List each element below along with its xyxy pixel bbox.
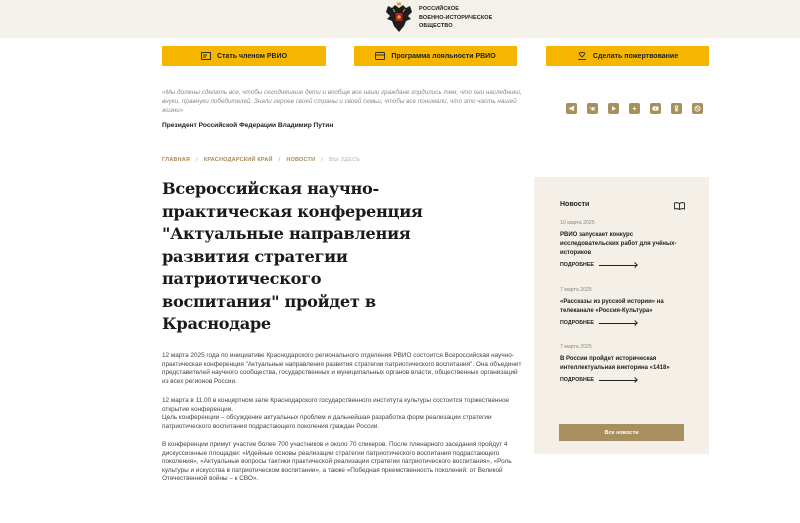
arrow-right-icon bbox=[599, 380, 637, 381]
become-member-button[interactable] bbox=[162, 46, 326, 66]
top-header bbox=[0, 0, 800, 38]
news-headline[interactable]: «Рассказы из русской истории» на телеканале «Россия-Культура» bbox=[560, 299, 664, 314]
logo[interactable] bbox=[384, 2, 499, 35]
breadcrumb bbox=[162, 157, 360, 163]
open-book-icon bbox=[674, 202, 685, 210]
article-paragraph: 12 марта 2025 года по инициативе Краснодарского регионального отделения РВИО состоится Всероссийская научно-практическая конференция "Актуальные направления развития стратегии патриотического воспитания". Она объединит представителей научного сообщества, государственных и муниципальных органов власти, общественных организаций из всех регионов России. bbox=[162, 352, 522, 385]
quote-author: Президент Российской Федерации Владимир Путин bbox=[162, 122, 334, 129]
breadcrumb-separator: / bbox=[196, 157, 198, 163]
logo-line: ВОЕННО-ИСТОРИЧЕСКОЕ bbox=[419, 14, 493, 21]
article-paragraph bbox=[162, 397, 522, 431]
loyalty-program-button[interactable] bbox=[354, 46, 517, 66]
news-item bbox=[560, 220, 690, 268]
president-quote: «Мы должны сделать все, чтобы сегодняшние дети и вообще все наши граждане гордились тем, что они наследники, внуки, правнуки победителей. Знали героев своей страны и своей семьи, чтобы все понимали, что это часть нашей жизни» bbox=[162, 89, 522, 115]
read-more-label: ПОДРОБНЕЕ bbox=[560, 377, 594, 383]
breadcrumb-news[interactable]: НОВОСТИ bbox=[286, 157, 316, 163]
loyalty-card-icon bbox=[375, 52, 385, 60]
loyalty-program-label: Программа лояльности РВИО bbox=[391, 52, 496, 60]
donate-button[interactable] bbox=[546, 46, 709, 66]
read-more-label: ПОДРОБНЕЕ bbox=[560, 262, 594, 268]
read-more-link[interactable] bbox=[560, 320, 690, 326]
breadcrumb-region[interactable]: КРАСНОДАРСКИЙ КРАЙ bbox=[203, 157, 273, 163]
donate-label: Сделать пожертвование bbox=[592, 52, 679, 60]
breadcrumb-home[interactable]: ГЛАВНАЯ bbox=[162, 157, 191, 163]
breadcrumb-current: ВЫ ЗДЕСЬ bbox=[329, 157, 361, 163]
read-more-link[interactable] bbox=[560, 377, 690, 383]
sidebar-title: Новости bbox=[560, 201, 590, 208]
rutube-icon[interactable] bbox=[608, 103, 619, 114]
news-sidebar bbox=[534, 177, 709, 454]
logo-line: ОБЩЕСТВО bbox=[419, 23, 453, 29]
article-title: Всероссийская научно-практическая конференция "Актуальные направления развития стратегии патриотического воспитания" пройдет в Краснодаре bbox=[162, 179, 423, 333]
double-headed-eagle-icon bbox=[384, 2, 414, 35]
telegram-icon[interactable] bbox=[566, 103, 577, 114]
odnoklassniki-icon[interactable] bbox=[671, 103, 682, 114]
logo-line: РОССИЙСКОЕ bbox=[419, 6, 459, 12]
youtube-icon[interactable] bbox=[650, 103, 661, 114]
news-headline[interactable]: В России пройдет историческая интеллектуальная викторина «1418» bbox=[560, 356, 670, 371]
news-date: 10 марта 2025 bbox=[560, 220, 595, 226]
arrow-right-icon bbox=[599, 265, 637, 266]
read-more-label: ПОДРОБНЕЕ bbox=[560, 320, 594, 326]
news-headline[interactable]: РВИО запускает конкурс исследовательских работ для учёных-историков bbox=[560, 232, 677, 256]
article-paragraph-line: Цель конференции – обсуждение актуальных проблем и дальнейшая разработка форм реализации стратегии патриотического воспитания подрастающего поколения граждан России. bbox=[162, 414, 492, 430]
news-date: 7 марта 2025 bbox=[560, 344, 592, 350]
social-links bbox=[566, 103, 703, 114]
read-more-link[interactable] bbox=[560, 262, 690, 268]
article-paragraph: В конференции примут участие более 700 участников и около 70 спикеров. После пленарного заседания пройдут 4 дискуссионные площадки: «Идейные основы реализации стратегии патриотического воспитания подрастающего поколения», «Актуальные вопросы тактики практической реализации стратегии патриотического воспитания», «Роль культуры и искусства в патриотическом воспитании», а также «Победная преемственность поколений: от Великой Отечественной войны – к СВО». bbox=[162, 441, 512, 483]
breadcrumb-separator: / bbox=[321, 157, 323, 163]
hand-heart-icon bbox=[577, 52, 587, 60]
all-news-button[interactable]: Все новости bbox=[559, 424, 684, 441]
dzen-icon[interactable] bbox=[629, 103, 640, 114]
breadcrumb-separator: / bbox=[278, 157, 281, 163]
membership-card-icon bbox=[201, 52, 211, 60]
news-item bbox=[560, 344, 690, 383]
livejournal-icon[interactable] bbox=[692, 103, 703, 114]
vk-icon[interactable] bbox=[587, 103, 598, 114]
article-paragraph-line: 12 марта в 11.00 в концертном зале Краснодарского государственного института культуры состоится торжественное открытие конференции. bbox=[162, 397, 510, 413]
become-member-label: Стать членом РВИО bbox=[216, 52, 288, 60]
news-date: 7 марта 2025 bbox=[560, 287, 592, 293]
arrow-right-icon bbox=[599, 323, 637, 324]
news-item bbox=[560, 287, 690, 326]
